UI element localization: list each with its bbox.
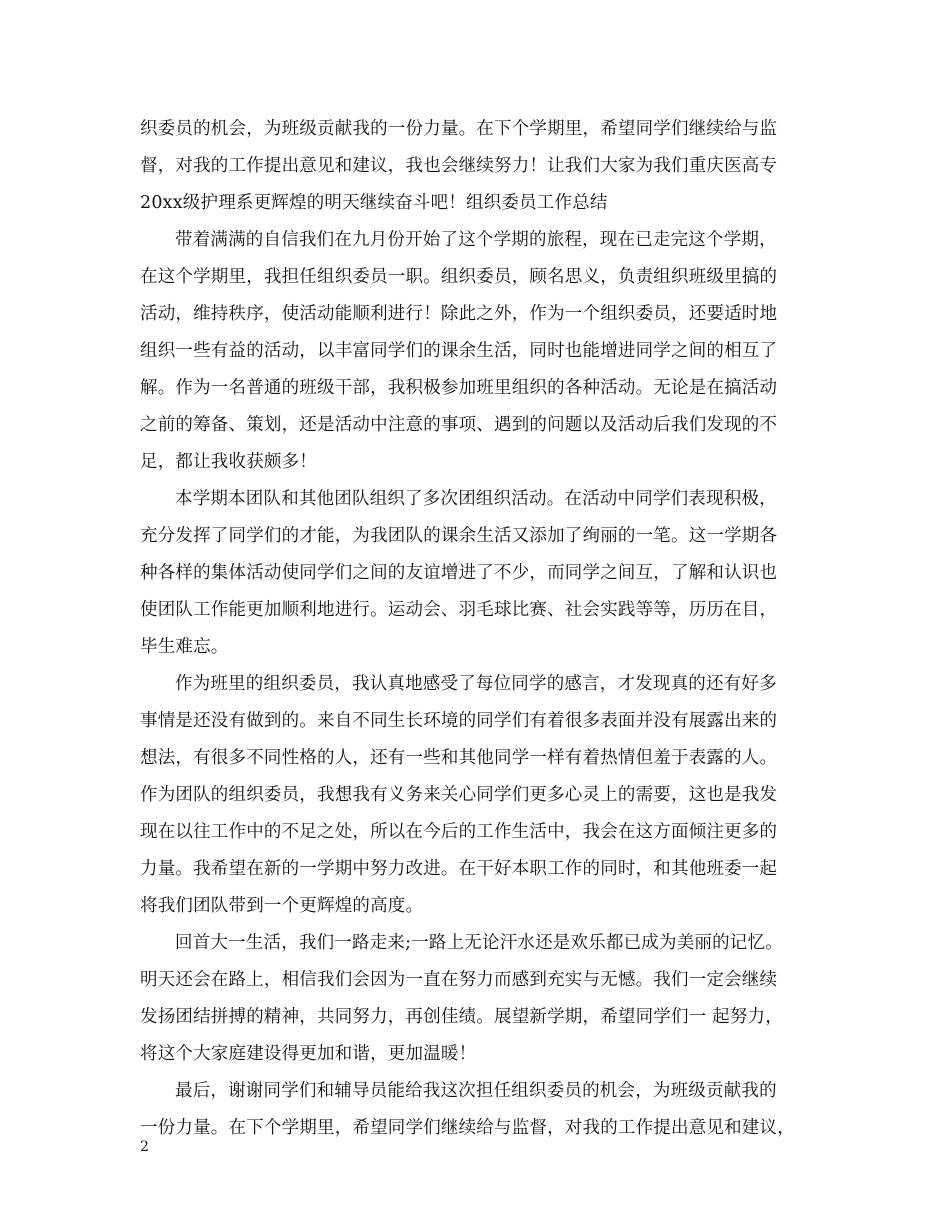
text-line: 组织一些有益的活动，以丰富同学们的课余生活，同时也能增进同学之间的相互了: [140, 341, 778, 361]
text-line: 将这个大家庭建设得更加和谐，更加温暖！: [140, 1044, 477, 1064]
text-line: 活动，维持秩序，使活动能顺利进行！除此之外，作为一个组织委员，还要适时地: [140, 304, 778, 324]
text-line: 20xx级护理系更辉煌的明天继续奋斗吧！组织委员工作总结: [140, 193, 608, 213]
text-line: 织委员的机会，为班级贡献我的一份力量。在下个学期里，希望同学们继续给与监: [140, 119, 778, 139]
text-line: 现在以往工作中的不足之处，所以在今后的工作生活中，我会在这方面倾注更多的: [140, 822, 778, 842]
text-line: 在这个学期里，我担任组织委员一职。组织委员，顾名思义，负责组织班级里搞的: [140, 267, 778, 287]
text-line: 使团队工作能更加顺利地进行。运动会、羽毛球比赛、社会实践等等，历历在目，: [140, 600, 778, 620]
text-line: 将我们团队带到一个更辉煌的高度。: [140, 896, 424, 916]
paragraph-start-line: 最后，谢谢同学们和辅导员能给我这次担任组织委员的机会，为班级贡献我的: [175, 1081, 777, 1101]
text-line: 之前的筹备、策划，还是活动中注意的事项、遇到的问题以及活动后我们发现的不: [140, 415, 778, 435]
text-line: 种各样的集体活动使同学们之间的友谊增进了不少，而同学之间互，了解和认识也: [140, 563, 778, 583]
paragraph-start-line: 作为班里的组织委员，我认真地感受了每位同学的感言，才发现真的还有好多: [175, 674, 777, 694]
text-line: 充分发挥了同学们的才能，为我团队的课余生活又添加了绚丽的一笔。这一学期各: [140, 526, 778, 546]
text-line: 明天还会在路上，相信我们会因为一直在努力而感到充实与无憾。我们一定会继续: [140, 970, 778, 990]
text-line: 解。作为一名普通的班级干部，我积极参加班里组织的各种活动。无论是在搞活动: [140, 378, 778, 398]
text-line: 毕生难忘。: [140, 637, 229, 657]
text-line: 发扬团结拼搏的精神，共同努力，再创佳绩。展望新学期，希望同学们一 起努力，: [140, 1007, 783, 1027]
text-line: 作为团队的组织委员，我想我有义务来关心同学们更多心灵上的需要，这也是我发: [140, 785, 778, 805]
text-line: 一份力量。在下个学期里，希望同学们继续给与监督，对我的工作提出意见和建议，: [140, 1118, 795, 1138]
paragraph-start-line: 本学期本团队和其他团队组织了多次团组织活动。在活动中同学们表现积极，: [175, 489, 777, 509]
text-line: 督，对我的工作提出意见和建议，我也会继续努力！让我们大家为我们重庆医高专: [140, 156, 778, 176]
paragraph-start-line: 带着满满的自信我们在九月份开始了这个学期的旅程，现在已走完这个学期，: [175, 230, 777, 250]
text-line: 足，都让我收获颇多！: [140, 452, 317, 472]
paragraph-start-line: 回首大一生活，我们一路走来;一路上无论汗水还是欢乐都已成为美丽的记忆。: [175, 933, 783, 953]
text-line: 事情是还没有做到的。来自不同生长环境的同学们有着很多表面并没有展露出来的: [140, 711, 778, 731]
text-line: 想法，有很多不同性格的人，还有一些和其他同学一样有着热情但羞于表露的人。: [140, 748, 778, 768]
page-number: 2: [140, 1139, 149, 1155]
text-line: 力量。我希望在新的一学期中努力改进。在干好本职工作的同时，和其他班委一起: [140, 859, 778, 879]
